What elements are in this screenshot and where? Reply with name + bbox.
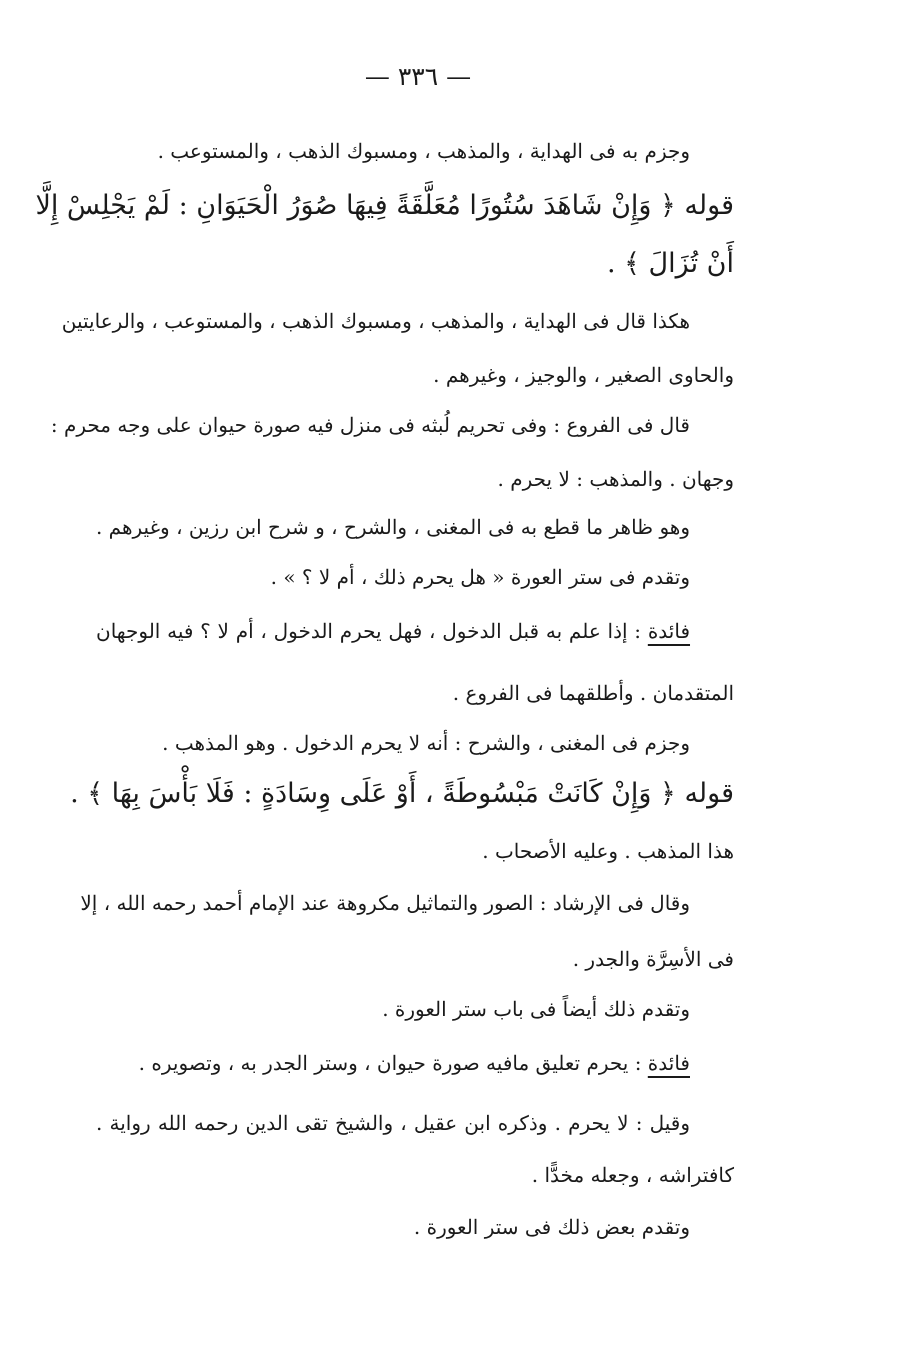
quote-line-1: قوله ﴿ وَإِنْ شَاهَدَ سُتُورًا مُعَلَّقَةً فِيهَا صُوَرُ الْحَيَوَانِ : لَمْ يَجْلِسْ إِلَّا [35,190,734,221]
text-line-20: كافتراشه ، وجعله مخدًّا . [531,1163,734,1187]
text-line-17: وتقدم ذلك أيضاً فى باب ستر العورة . [382,997,690,1021]
text-line-11: المتقدمان . وأطلقهما فى الفروع . [452,681,734,705]
text-line-12: وجزم فى المغنى ، والشرح : أنه لا يحرم الدخول . وهو المذهب . [162,731,690,755]
text-line-7: وجهان . والمذهب : لا يحرم . [497,467,734,491]
faida-text: : إذا علم به قبل الدخول ، فهل يحرم الدخول ، أم لا ؟ فيه الوجهان [96,619,642,643]
text-line-15: وقال فى الإرشاد : الصور والتماثيل مكروهة عند الإمام أحمد رحمه الله ، إلا [80,891,690,915]
text-line-9: وتقدم فى ستر العورة « هل يحرم ذلك ، أم لا ؟ » . [270,565,690,589]
quote-line-2: أَنْ تُزَالَ ﴾ . [606,248,734,279]
text-line-5: والحاوى الصغير ، والوجيز ، وغيرهم . [433,363,734,387]
faida-line-1 [96,616,690,646]
faida-label-2: فائدة [647,1051,690,1075]
text-line-6: قال فى الفروع : وفى تحريم لُبثه فى منزل فيه صورة حيوان على وجه محرم : [50,413,690,437]
text-line-14: هذا المذهب . وعليه الأصحاب . [482,839,734,863]
text-line-16: فى الأسِرَّة والجدر . [572,947,734,971]
text-line-8: وهو ظاهر ما قطع به فى المغنى ، والشرح ، و شرح ابن رزين ، وغيرهم . [95,515,690,539]
text-line-4: هكذا قال فى الهداية ، والمذهب ، ومسبوك الذهب ، والمستوعب ، والرعايتين [61,309,690,333]
faida-text-2: : يحرم تعليق مافيه صورة حيوان ، وستر الجدر به ، وتصويره . [138,1051,642,1075]
quote-line-3: قوله ﴿ وَإِنْ كَانَتْ مَبْسُوطَةً ، أَوْ عَلَى وِسَادَةٍ : فَلَا بَأْسَ بِهَا ﴾ . [70,778,734,809]
text-line-21: وتقدم بعض ذلك فى ستر العورة . [413,1215,690,1239]
page-number: — ٣٣٦ — [364,62,472,91]
faida-label: فائدة [647,619,691,643]
faida-line-2 [139,1048,690,1078]
text-line-1: وجزم به فى الهداية ، والمذهب ، ومسبوك الذهب ، والمستوعب . [157,139,690,163]
text-line-19: وقيل : لا يحرم . وذكره ابن عقيل ، والشيخ تقى الدين رحمه الله رواية . [96,1111,690,1135]
